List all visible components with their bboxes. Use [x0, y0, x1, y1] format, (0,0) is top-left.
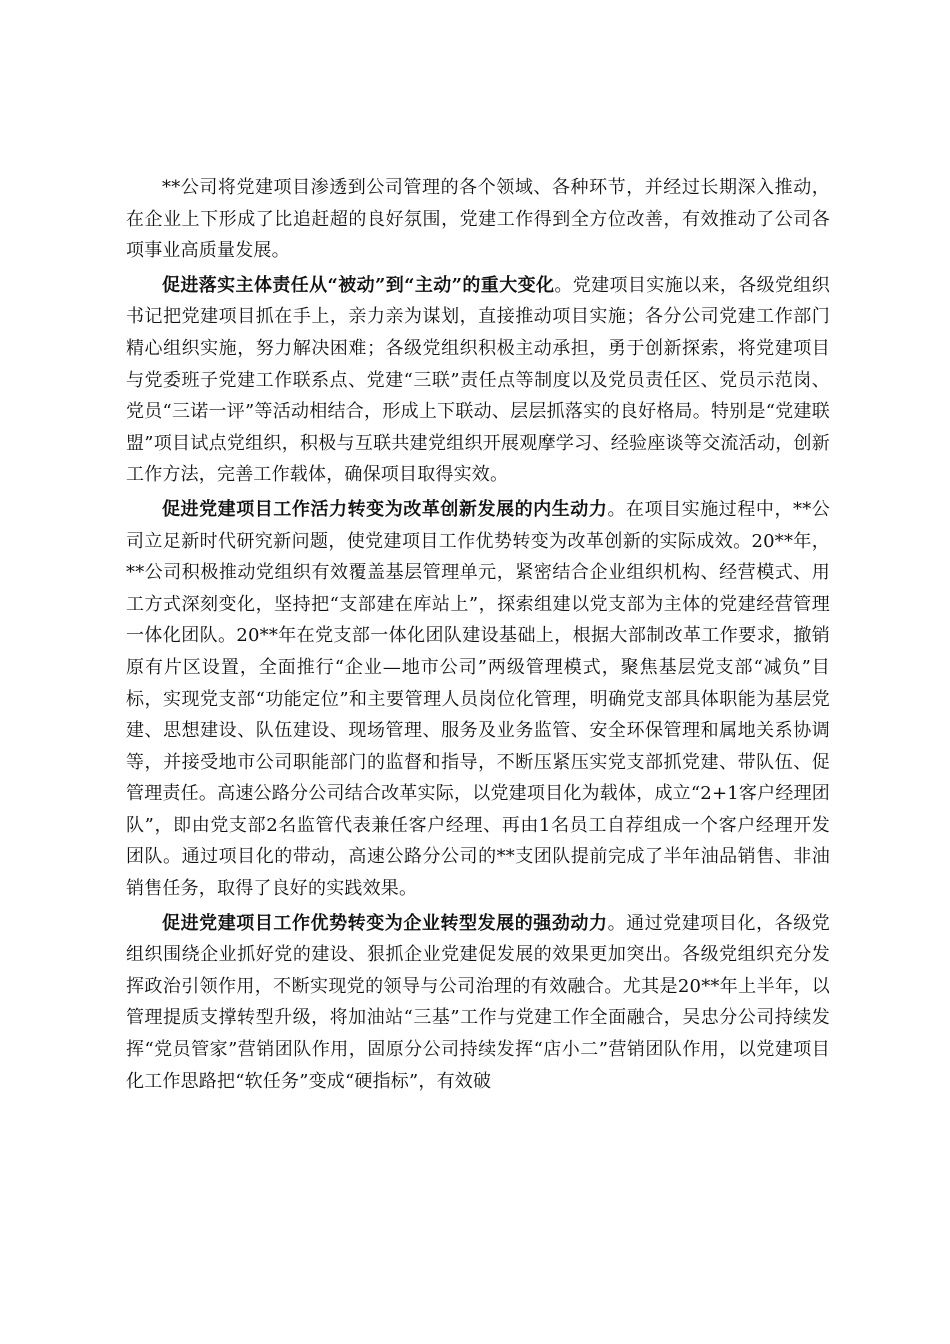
paragraph-reform-innovation	[126, 494, 830, 905]
paragraph-text: 。通过党建项目化，各级党组织围绕企业抓好党的建设、狠抓企业党建促发展的效果更加突出。各级党组织充分发挥政治引领作用，不断实现党的领导与公司治理的有效融合。尤其是20**年上半年，以管理提质支撑转型升级，将加油站“三基”工作与党建工作全面融合，吴忠分公司持续发挥“党员管家”营销团队作用，固原分公司持续发挥“店小二”营销团队作用，以党建项目化工作思路把“软任务”变成“硬指标”，有效破	[126, 912, 830, 1092]
document-body	[126, 172, 830, 1097]
paragraph-intro	[126, 172, 830, 267]
paragraph-heading: 促进党建项目工作优势转变为企业转型发展的强劲动力	[162, 912, 608, 934]
paragraph-text: 。在项目实施过程中，**公司立足新时代研究新问题，使党建项目工作优势转变为改革创新的实际成效。20**年，**公司积极推动党组织有效覆盖基层管理单元，紧密结合企业组织机构、经营模式、用工方式深刻变化，坚持把“支部建在库站上”，探索组建以党支部为主体的党建经营管理一体化团队。20**年在党支部一体化团队建设基础上，根据大部制改革工作要求，撤销原有片区设置，全面推行“企业—地市公司”两级管理模式，聚焦基层党支部“减负”目标，实现党支部“功能定位”和主要管理人员岗位化管理，明确党支部具体职能为基层党建、思想建设、队伍建设、现场管理、服务及业务监管、安全环保管理和属地关系协调等，并接受地市公司职能部门的监督和指导，不断压紧压实党支部抓党建、带队伍、促管理责任。高速公路分公司结合改革实际，以党建项目化为载体，成立“2+1客户经理团队”，即由党支部2名监管代表兼任客户经理、再由1名员工自荐组成一个客户经理开发团队。通过项目化的带动，高速公路分公司的**支团队提前完成了半年油品销售、非油销售任务，取得了良好的实践效果。	[126, 498, 830, 900]
paragraph-heading: 促进落实主体责任从“被动”到“主动”的重大变化	[162, 274, 555, 296]
paragraph-heading: 促进党建项目工作活力转变为改革创新发展的内生动力	[162, 498, 608, 520]
paragraph-text: 。党建项目实施以来，各级党组织书记把党建项目抓在手上，亲力亲为谋划，直接推动项目实施；各分公司党建工作部门精心组织实施，努力解决困难；各级党组织积极主动承担，勇于创新探索，将党建项目与党委班子党建工作联系点、党建“三联”责任点等制度以及党员责任区、党员示范岗、党员“三诺一评”等活动相结合，形成上下联动、层层抓落实的良好格局。特别是“党建联盟”项目试点党组织，积极与互联共建党组织开展观摩学习、经验座谈等交流活动，创新工作方法，完善工作载体，确保项目取得实效。	[126, 274, 831, 486]
paragraph-responsibility	[126, 270, 830, 491]
paragraph-transformation	[126, 908, 830, 1098]
paragraph-text: **公司将党建项目渗透到公司管理的各个领域、各种环节，并经过长期深入推动，在企业上下形成了比追赶超的良好氛围，党建工作得到全方位改善，有效推动了公司各项事业高质量发展。	[126, 177, 830, 262]
